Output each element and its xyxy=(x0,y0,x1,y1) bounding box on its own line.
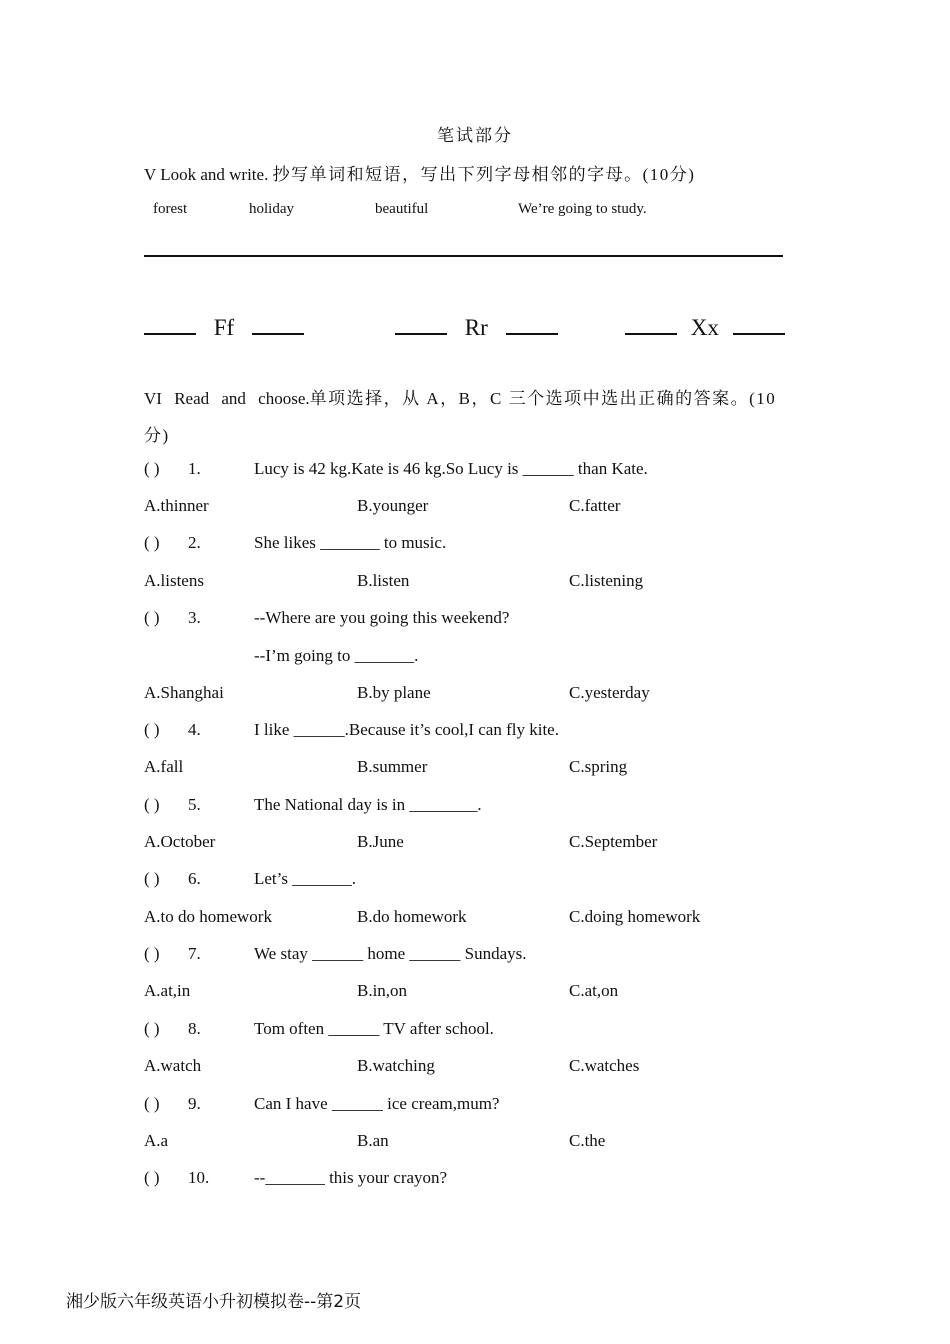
answer-paren-10[interactable]: ( ) xyxy=(144,1168,160,1187)
page-footer: 湘少版六年级英语小升初模拟卷--第2页 xyxy=(66,1292,362,1312)
option-a: A.watch xyxy=(144,1056,202,1075)
option-a: A.to do homework xyxy=(144,907,272,926)
option-b: B.an xyxy=(357,1131,389,1150)
letter-group-rr xyxy=(395,307,558,341)
answer-paren-4[interactable]: ( ) xyxy=(144,720,160,739)
copy-word-1: forest xyxy=(153,201,188,217)
letter-rr: Rr xyxy=(464,315,488,340)
question-number: 7. xyxy=(188,944,201,963)
question-text: --_______ this your crayon? xyxy=(254,1168,448,1187)
question-text: --Where are you going this weekend? xyxy=(254,608,510,627)
answer-paren-9[interactable]: ( ) xyxy=(144,1094,160,1113)
answer-paren-7[interactable]: ( ) xyxy=(144,944,160,963)
letter-ff: Ff xyxy=(213,315,235,340)
option-b: B.do homework xyxy=(357,907,467,926)
question-text: She likes _______ to music. xyxy=(254,533,447,552)
question-number: 2. xyxy=(188,533,201,552)
option-c: C.fatter xyxy=(569,496,621,515)
question-number: 1. xyxy=(188,459,201,478)
section-5-label: V Look and write. xyxy=(144,165,269,184)
option-b: B.June xyxy=(357,832,404,851)
question-text: I like ______.Because it’s cool,I can fly kite. xyxy=(254,720,559,739)
letter-blank-after-xx[interactable] xyxy=(733,307,785,335)
letter-blank-after-rr[interactable] xyxy=(506,307,558,335)
question-number: 3. xyxy=(188,608,201,627)
letter-group-xx xyxy=(625,307,785,341)
page-title: 笔试部分 xyxy=(437,126,513,145)
question-text: We stay ______ home ______ Sundays. xyxy=(254,944,527,963)
option-a: A.at,in xyxy=(144,981,191,1000)
option-c: C.doing homework xyxy=(569,907,701,926)
section-5-instruction: 抄写单词和短语，写出下列字母相邻的字母。(10分) xyxy=(272,165,696,184)
answer-paren-2[interactable]: ( ) xyxy=(144,533,160,552)
option-c: C.September xyxy=(569,832,658,851)
option-c: C.yesterday xyxy=(569,683,650,702)
letter-group-ff xyxy=(144,307,304,341)
section-6-heading xyxy=(144,384,776,409)
option-b: B.watching xyxy=(357,1056,435,1075)
option-b: B.by plane xyxy=(357,683,431,702)
letter-blank-before-xx[interactable] xyxy=(625,307,677,335)
option-a: A.a xyxy=(144,1131,169,1150)
question-text: The National day is in ________. xyxy=(254,795,482,814)
letter-blank-after-ff[interactable] xyxy=(252,307,304,335)
question-number: 9. xyxy=(188,1094,201,1113)
option-a: A.October xyxy=(144,832,216,851)
writing-line xyxy=(144,255,783,257)
option-b: B.in,on xyxy=(357,981,408,1000)
question-text: Lucy is 42 kg.Kate is 46 kg.So Lucy is ______ than Kate. xyxy=(254,459,648,478)
question-number: 8. xyxy=(188,1019,201,1038)
question-text: Let’s _______. xyxy=(254,869,356,888)
option-b: B.younger xyxy=(357,496,429,515)
letter-xx: Xx xyxy=(690,315,719,340)
question-text: Can I have ______ ice cream,mum? xyxy=(254,1094,500,1113)
section-5-heading xyxy=(144,160,695,185)
option-c: C.spring xyxy=(569,757,628,776)
option-a: A.listens xyxy=(144,571,204,590)
answer-paren-1[interactable]: ( ) xyxy=(144,459,160,478)
section-6-instruction-cont: 分) xyxy=(144,426,170,445)
answer-paren-5[interactable]: ( ) xyxy=(144,795,160,814)
question-text: Tom often ______ TV after school. xyxy=(254,1019,494,1038)
copy-phrase: We’re going to study. xyxy=(518,201,647,217)
section-6-instruction: 单项选择，从 A，B，C 三个选项中选出正确的答案。(10 xyxy=(309,389,777,408)
answer-paren-6[interactable]: ( ) xyxy=(144,869,160,888)
question-number: 6. xyxy=(188,869,201,888)
option-c: C.listening xyxy=(569,571,644,590)
letter-blank-before-rr[interactable] xyxy=(395,307,447,335)
option-b: B.summer xyxy=(357,757,428,776)
question-number: 10. xyxy=(188,1168,210,1187)
letter-blank-before-ff[interactable] xyxy=(144,307,196,335)
question-number: 4. xyxy=(188,720,201,739)
option-c: C.watches xyxy=(569,1056,640,1075)
question-text-line-2: --I’m going to _______. xyxy=(254,646,419,665)
option-a: A.thinner xyxy=(144,496,209,515)
option-a: A.Shanghai xyxy=(144,683,224,702)
section-6-label: VI Read and choose. xyxy=(144,389,310,408)
option-c: C.at,on xyxy=(569,981,619,1000)
option-c: C.the xyxy=(569,1131,606,1150)
option-b: B.listen xyxy=(357,571,410,590)
copy-word-3: beautiful xyxy=(375,201,429,217)
question-number: 5. xyxy=(188,795,201,814)
answer-paren-3[interactable]: ( ) xyxy=(144,608,160,627)
option-a: A.fall xyxy=(144,757,184,776)
copy-word-2: holiday xyxy=(249,201,294,217)
answer-paren-8[interactable]: ( ) xyxy=(144,1019,160,1038)
